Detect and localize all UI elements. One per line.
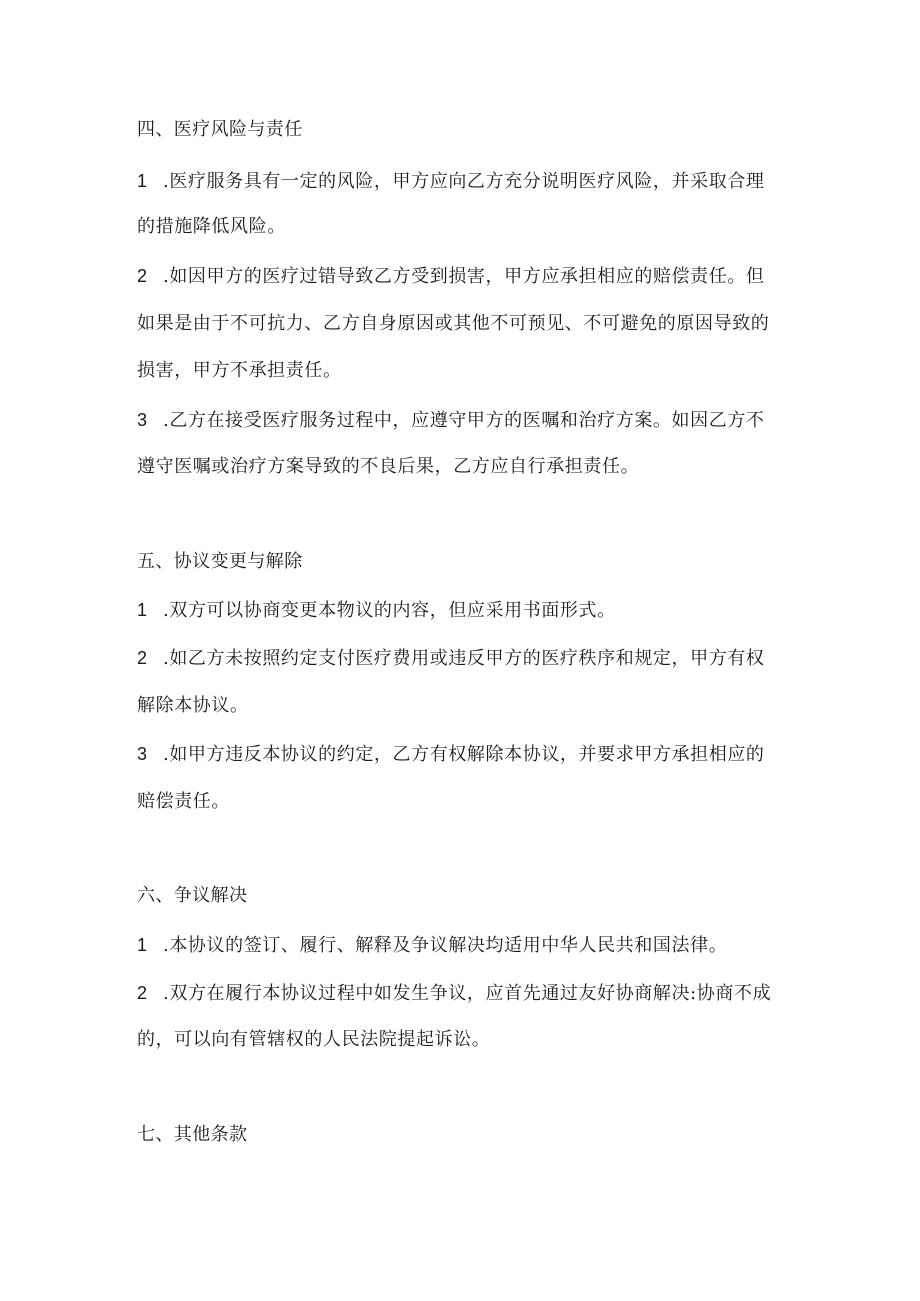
- clause-number: 3: [137, 410, 148, 430]
- clause-text: .如乙方未按照约定支付医疗费用或违反甲方的医疗秩序和规定，甲方有权: [163, 648, 765, 669]
- clause-line: 解除本协议。: [137, 695, 249, 716]
- clause-number: 1: [137, 935, 148, 955]
- section-heading: 六、争议解决: [137, 885, 248, 906]
- clause-line: 的，可以向有管辖权的人民法院提起诉讼。: [137, 1029, 491, 1050]
- clause-line: 的措施降低风险。: [137, 216, 286, 237]
- clause-line: [137, 169, 797, 194]
- clause-line: [137, 598, 797, 623]
- clause-text: .如因甲方的医疗过错导致乙方受到损害，甲方应承担相应的赔偿责任。但: [163, 266, 765, 287]
- clause-line: 赔偿责任。: [137, 791, 230, 812]
- section-heading: 五、协议变更与解除: [137, 551, 303, 572]
- clause-line: [137, 981, 797, 1006]
- clause-line: [137, 646, 797, 671]
- clause-text: .双方可以协商变更本物议的内容，但应采用书面形式。: [163, 600, 616, 621]
- clause-line: 遵守医嘱或治疗方案导致的不良后果，乙方应自行承担责任。: [137, 456, 640, 477]
- clause-line: 如果是由于不可抗力、乙方自身原因或其他不可预见、不可避免的原因导致的: [137, 313, 770, 334]
- section-heading: 七、其他条款: [137, 1124, 248, 1145]
- clause-number: 1: [137, 171, 148, 191]
- clause-number: 2: [137, 983, 148, 1003]
- clause-text: .乙方在接受医疗服务过程中，应遵守甲方的医嘱和治疗方案。如因乙方不: [163, 410, 765, 431]
- clause-text: .本协议的签订、履行、解释及争议解决均适用中华人民共和国法律。: [163, 935, 728, 956]
- clause-line: [137, 264, 797, 289]
- clause-number: 3: [137, 744, 148, 764]
- clause-number: 1: [137, 600, 148, 620]
- clause-text: .双方在履行本协议过程中如发生争议，应首先通过友好协商解决:协商不成: [163, 983, 772, 1004]
- clause-number: 2: [137, 266, 148, 286]
- section-heading: 四、医疗风险与责任: [137, 119, 303, 140]
- clause-line: 损害，甲方不承担责任。: [137, 360, 342, 381]
- clause-line: [137, 408, 797, 433]
- clause-text: .如甲方违反本协议的约定，乙方有权解除本协议，并要求甲方承担相应的: [163, 744, 765, 765]
- clause-text: .医疗服务具有一定的风险，甲方应向乙方充分说明医疗风险，并采取合理: [163, 171, 765, 192]
- clause-line: [137, 933, 797, 958]
- clause-number: 2: [137, 648, 148, 668]
- clause-line: [137, 742, 797, 767]
